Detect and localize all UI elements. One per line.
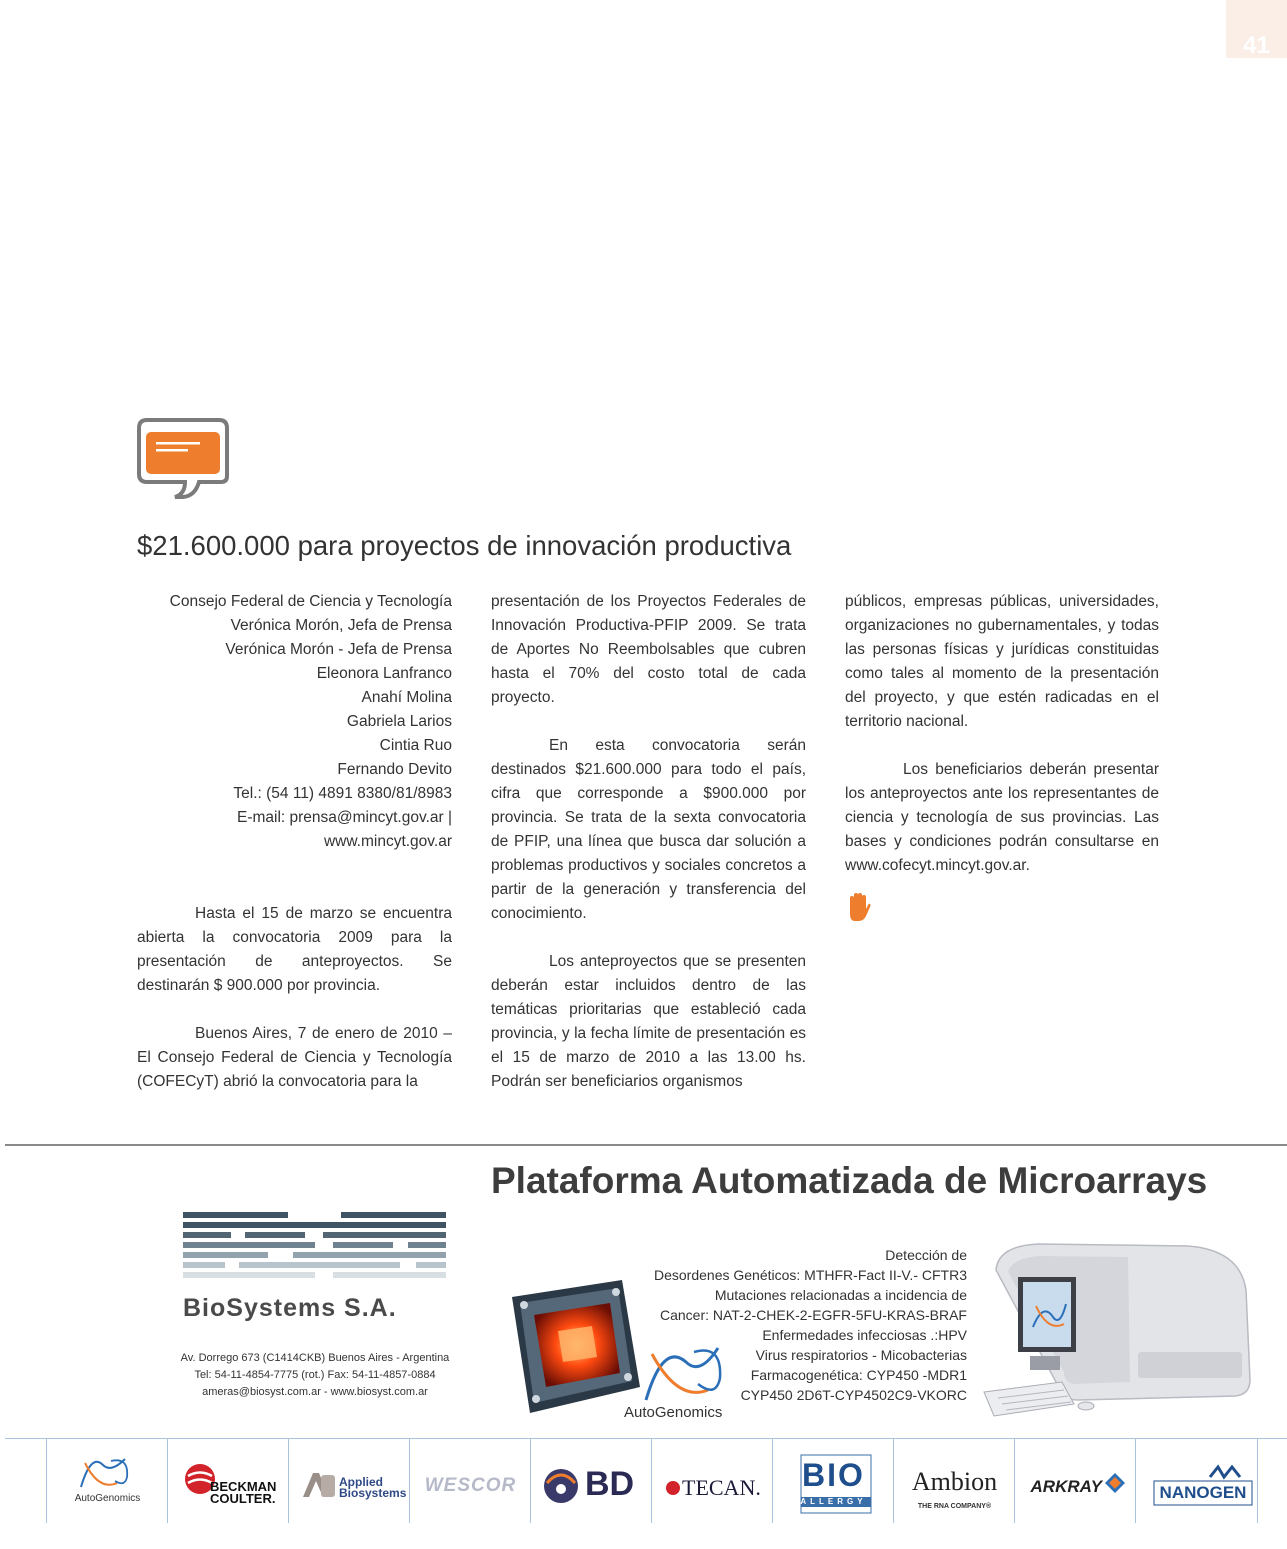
credit-website[interactable]: www.mincyt.gov.ar xyxy=(323,833,452,850)
sponsor-label xyxy=(210,1481,289,1505)
test-line: Detección de xyxy=(885,1247,967,1263)
sponsor-label: BIO xyxy=(802,1457,865,1493)
test-line: Enfermedades infecciosas .:HPV xyxy=(762,1327,967,1343)
hand-icon xyxy=(845,892,871,922)
sponsor-applied-biosystems xyxy=(288,1439,410,1523)
sponsor-label: BD xyxy=(585,1465,635,1503)
biosystems-phone: Tel: 54-11-4854-7775 (rot.) Fax: 54-11-4857-0884 xyxy=(194,1369,436,1381)
article-column-1 xyxy=(137,590,452,1094)
section-divider xyxy=(5,1144,1287,1146)
sponsor-sublabel: ALLERGY xyxy=(800,1497,867,1506)
article-paragraph: públicos, empresas públicas, universidades, organizaciones no gubernamentales, y todas las personas físicas y jurídicas constituidas como tales al momento de la presentación del proyecto, y que estén radicadas en el territorio nacional. xyxy=(845,593,1159,730)
credit-line: Eleonora Lanfranco xyxy=(316,665,452,682)
biosystems-text: Biosystems xyxy=(339,1486,407,1500)
credit-phone: Tel.: (54 11) 4891 8380/81/8983 xyxy=(233,785,452,802)
coulter-text: COULTER. xyxy=(210,1491,276,1506)
article-paragraph: Los beneficiarios deberán presentar los anteproyectos ante los representantes de ciencia y tecnología de sus provincias. Las bases y condiciones podrán consultarse en www.cofecyt.mincyt.gov.ar. xyxy=(845,761,1159,874)
credit-line: Consejo Federal de Ciencia y Tecnología xyxy=(169,593,452,610)
credit-line: Gabriela Larios xyxy=(346,713,452,730)
sponsor-label: NANOGEN xyxy=(1159,1483,1247,1502)
credit-line: Fernando Devito xyxy=(337,761,452,778)
ad-title: Plataforma Automatizada de Microarrays xyxy=(491,1160,1208,1201)
sponsor-label: Ambion xyxy=(911,1467,998,1496)
sponsor-wescor xyxy=(409,1439,531,1523)
sponsor-label: ARKRAY xyxy=(1030,1477,1102,1496)
test-line: Mutaciones relacionadas a incidencia de xyxy=(714,1287,967,1303)
sponsor-logo-bar xyxy=(5,1438,1287,1523)
nanogen-logo xyxy=(1136,1439,1257,1523)
sponsor-label: AutoGenomics xyxy=(74,1493,141,1504)
biosystems-address: Av. Dorrego 673 (C1414CKB) Buenos Aires - Argentina xyxy=(180,1352,450,1364)
article-column-2 xyxy=(491,590,806,1094)
article-title: $21.600.000 para proyectos de innovación productiva xyxy=(137,530,792,561)
biosystems-contact xyxy=(160,1350,470,1401)
credits-block xyxy=(137,590,452,854)
test-list xyxy=(600,1245,967,1405)
article-paragraph: presentación de los Proyectos Federales de Innovación Productiva-PFIP 2009. Se trata de Aportes No Reembolsables que cubren hasta el 70% del costo total de cada proyecto. xyxy=(491,593,806,706)
biosystems-logo xyxy=(183,1212,446,1290)
article-paragraph: Buenos Aires, 7 de enero de 2010 – El Consejo Federal de Ciencia y Tecnología (COFECyT) abrió la convocatoria para la xyxy=(137,1025,452,1090)
sponsor-autogenomics xyxy=(46,1439,168,1523)
sponsor-tecan xyxy=(651,1439,773,1523)
sponsor-sublabel: THE RNA COMPANY® xyxy=(917,1503,992,1510)
test-line: CYP450 2D6T-CYP4502C9-VKORC xyxy=(740,1387,967,1403)
test-line: Virus respiratorios - Micobacterias xyxy=(755,1347,967,1363)
page-number: 41 xyxy=(1226,0,1287,58)
sponsor-bd xyxy=(530,1439,652,1523)
sponsor-beckman-coulter xyxy=(167,1439,289,1523)
sponsor-label xyxy=(339,1477,410,1499)
credit-email[interactable]: E-mail: prensa@mincyt.gov.ar | xyxy=(236,809,452,826)
sponsor-nanogen xyxy=(1135,1439,1258,1523)
test-line: Farmacogenética: CYP450 -MDR1 xyxy=(750,1367,967,1383)
sponsor-ambion xyxy=(893,1439,1015,1523)
sponsor-arkray xyxy=(1014,1439,1136,1523)
article-paragraph: Los anteproyectos que se presenten deberán estar incluidos dentro de las temáticas prioritarias que estableció cada provincia, y la fecha límite de presentación es el 15 de marzo de 2010 a las 13.00 hs. Podrán ser beneficiarios organismos xyxy=(491,953,806,1090)
article-column-3 xyxy=(845,590,1159,930)
article-lead: Hasta el 15 de marzo se encuentra abierta la convocatoria 2009 para la presentación de anteproyectos. Se destinarán $ 900.000 por provincia. xyxy=(137,905,452,994)
biosystems-name: BioSystems S.A. xyxy=(183,1294,397,1322)
analyzer-machine-image xyxy=(978,1232,1253,1422)
autogenomics-logo xyxy=(47,1439,168,1523)
test-line: Desordenes Genéticos: MTHFR-Fact II-V.- CFTR3 xyxy=(653,1267,967,1283)
autogenomics-name: AutoGenomics xyxy=(624,1404,723,1421)
credit-line: Anahí Molina xyxy=(361,689,452,706)
sponsor-label: TECAN. xyxy=(682,1475,761,1500)
beckman-text: BECKMAN xyxy=(210,1479,277,1494)
applied-text: Applied xyxy=(339,1475,383,1489)
test-line: Cancer: NAT-2-CHEK-2-EGFR-5FU-KRAS-BRAF xyxy=(659,1307,967,1323)
credit-line: Cintia Ruo xyxy=(379,737,452,754)
biosystems-web[interactable]: ameras@biosyst.com.ar - www.biosyst.com.ar xyxy=(202,1386,428,1398)
credit-line: Verónica Morón, Jefa de Prensa xyxy=(230,617,452,634)
credit-line: Verónica Morón - Jefa de Prensa xyxy=(225,641,452,658)
speech-bubble-icon xyxy=(137,418,229,500)
sponsor-bio-allergy xyxy=(772,1439,894,1523)
sponsor-label: WESCOR xyxy=(424,1475,517,1496)
article-paragraph: En esta convocatoria serán destinados $21.600.000 para todo el país, cifra que corresponde a $900.000 por provincia. Se trata de la sexta convocatoria de PFIP, una línea que busca dar solución a problemas productivos y sociales concretos a partir de la generación y transferencia del conocimiento. xyxy=(491,737,806,922)
